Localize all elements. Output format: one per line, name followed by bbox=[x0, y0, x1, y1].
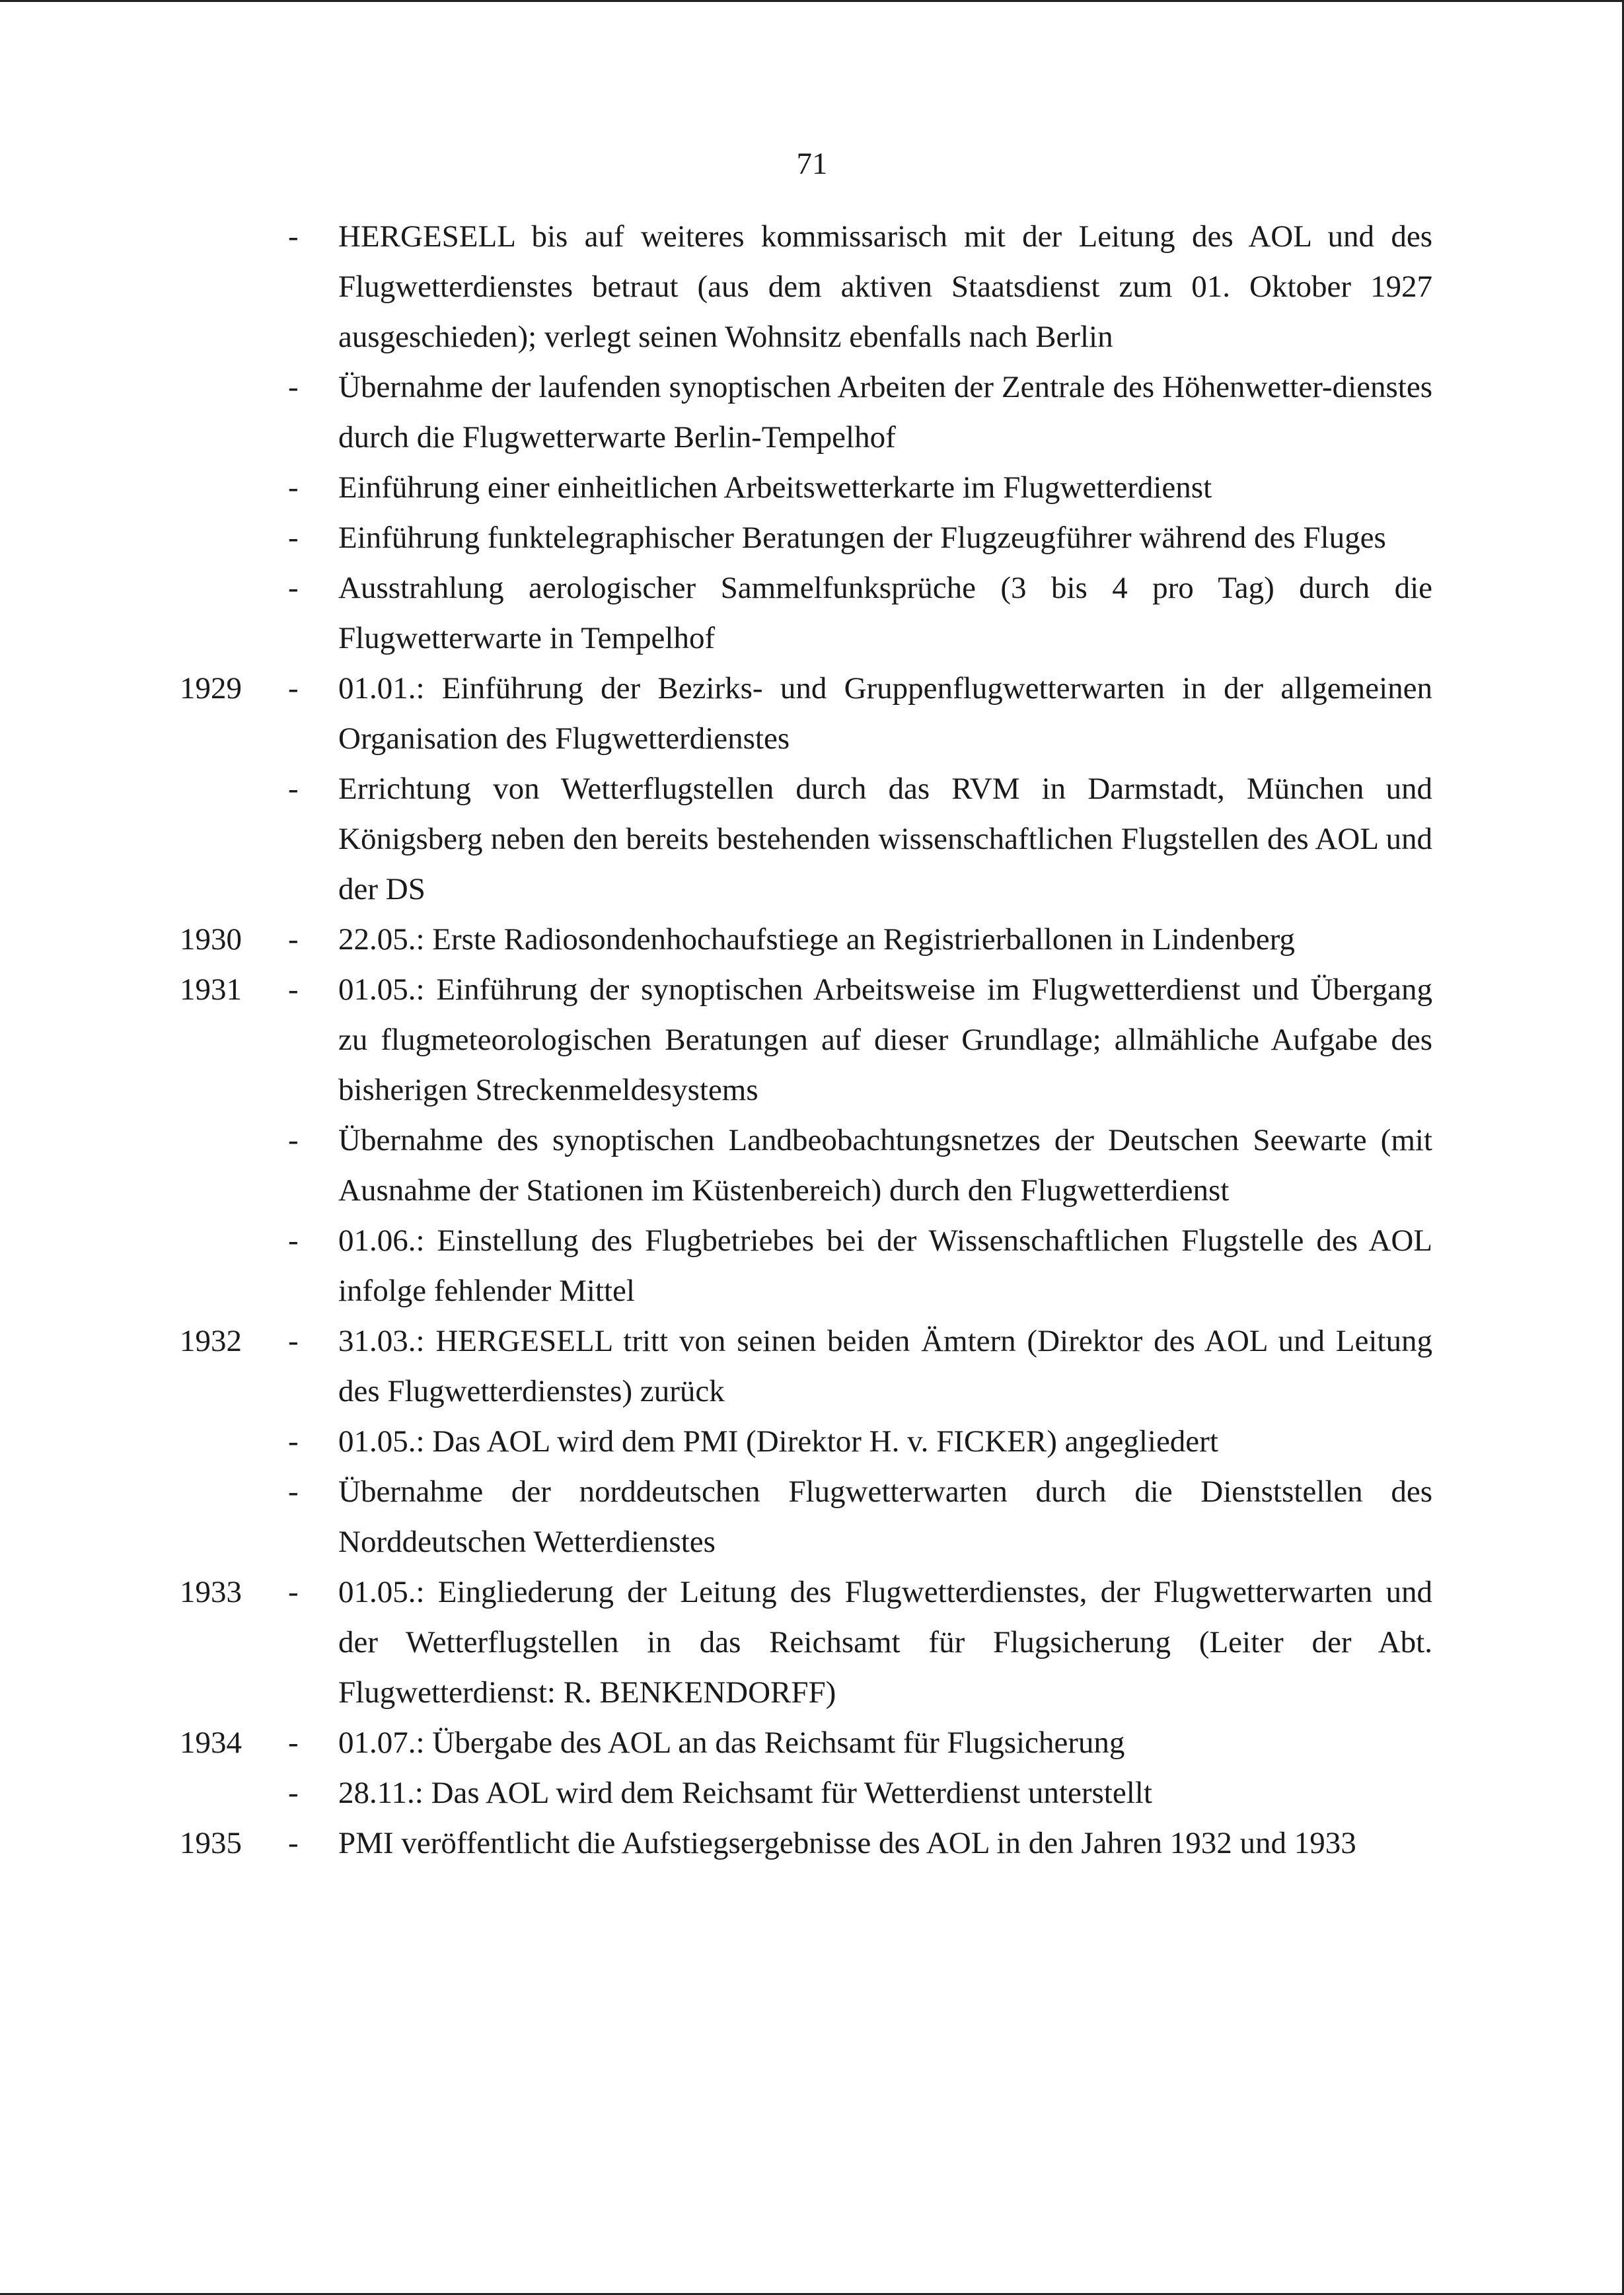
chronology-entry bbox=[0, 764, 1624, 914]
entry-text: 22.05.: Erste Radiosondenhochaufstiege an Registrierballonen in Lindenberg bbox=[338, 922, 1295, 957]
entry-dash: - bbox=[288, 1475, 299, 1509]
entry-dash: - bbox=[288, 972, 299, 1007]
entry-year: 1929 bbox=[180, 671, 242, 706]
chronology-entry bbox=[0, 1416, 1624, 1467]
chronology-entry bbox=[0, 1718, 1624, 1768]
chronology-entry bbox=[0, 965, 1624, 1115]
entry-dash: - bbox=[288, 571, 299, 605]
entry-dash: - bbox=[288, 922, 299, 957]
chronology-entry bbox=[0, 563, 1624, 663]
chronology-entry bbox=[0, 1115, 1624, 1216]
entry-text: 28.11.: Das AOL wird dem Reichsamt für Wetterdienst unterstellt bbox=[338, 1776, 1152, 1810]
entry-dash: - bbox=[288, 772, 299, 806]
entry-text: Übernahme der laufenden synoptischen Arbeiten der Zentrale des Höhenwetter-dienstes durch die Flugwetterwarte Berlin-Tempelhof bbox=[338, 370, 1432, 455]
entry-year: 1934 bbox=[180, 1726, 242, 1760]
chronology-entry bbox=[0, 1467, 1624, 1567]
chronology-entry bbox=[0, 1216, 1624, 1316]
entry-dash: - bbox=[288, 1324, 299, 1358]
entry-text: 01.07.: Übergabe des AOL an das Reichsamt für Flugsicherung bbox=[338, 1726, 1125, 1760]
entry-text: 01.05.: Eingliederung der Leitung des Flugwetterdienstes, der Flugwetterwarten und der Wetterflugstellen in das Reichsamt für Flugsicherung (Leiter der Abt. Flugwetterdienst: R. BENKENDORFF) bbox=[338, 1575, 1432, 1710]
entry-text: Ausstrahlung aerologischer Sammelfunksprüche (3 bis 4 pro Tag) durch die Flugwetterwarte in Tempelhof bbox=[338, 571, 1432, 655]
entry-year: 1931 bbox=[180, 972, 242, 1007]
entry-dash: - bbox=[288, 1424, 299, 1459]
entry-text: 01.06.: Einstellung des Flugbetriebes bei der Wissenschaftlichen Flugstelle des AOL infolge fehlender Mittel bbox=[338, 1223, 1432, 1308]
entry-dash: - bbox=[288, 1726, 299, 1760]
entry-year: 1935 bbox=[180, 1826, 242, 1860]
entry-text: 01.05.: Das AOL wird dem PMI (Direktor H. v. FICKER) angegliedert bbox=[338, 1424, 1218, 1459]
entry-dash: - bbox=[288, 671, 299, 706]
entry-dash: - bbox=[288, 1826, 299, 1860]
entry-text: 31.03.: HERGESELL tritt von seinen beiden Ämtern (Direktor des AOL und Leitung des Flugwetterdienstes) zurück bbox=[338, 1324, 1432, 1408]
entry-year: 1932 bbox=[180, 1324, 242, 1358]
entry-text: 01.05.: Einführung der synoptischen Arbeitsweise im Flugwetterdienst und Übergang zu flugmeteorologischen Beratungen auf dieser Grundlage; allmähliche Aufgabe des bisherigen Streckenmeldesystems bbox=[338, 972, 1432, 1107]
chronology-entry bbox=[0, 362, 1624, 462]
entry-text: Einführung einer einheitlichen Arbeitswetterkarte im Flugwetterdienst bbox=[338, 470, 1212, 505]
chronology-entry bbox=[0, 1768, 1624, 1818]
entry-dash: - bbox=[288, 1223, 299, 1258]
chronology-entry bbox=[0, 914, 1624, 965]
entry-text: PMI veröffentlicht die Aufstiegsergebnisse des AOL in den Jahren 1932 und 1933 bbox=[338, 1826, 1356, 1860]
page-number: 71 bbox=[796, 147, 828, 181]
chronology-list bbox=[0, 211, 1624, 1868]
entry-year: 1933 bbox=[180, 1575, 242, 1609]
entry-year: 1930 bbox=[180, 922, 242, 957]
entry-dash: - bbox=[288, 470, 299, 505]
entry-text: Übernahme der norddeutschen Flugwetterwarten durch die Dienststellen des Norddeutschen Wetterdienstes bbox=[338, 1475, 1432, 1559]
entry-dash: - bbox=[288, 1575, 299, 1609]
entry-text: Errichtung von Wetterflugstellen durch das RVM in Darmstadt, München und Königsberg neben den bereits bestehenden wissenschaftlichen Flugstellen des AOL und der DS bbox=[338, 772, 1432, 906]
page-border-top bbox=[0, 0, 1624, 2]
chronology-entry bbox=[0, 1567, 1624, 1718]
chronology-entry bbox=[0, 462, 1624, 513]
chronology-entry bbox=[0, 513, 1624, 563]
entry-dash: - bbox=[288, 521, 299, 555]
entry-dash: - bbox=[288, 219, 299, 254]
chronology-entry bbox=[0, 211, 1624, 362]
chronology-entry bbox=[0, 1818, 1624, 1868]
entry-text: Einführung funktelegraphischer Beratungen der Flugzeugführer während des Fluges bbox=[338, 521, 1386, 555]
entry-text: 01.01.: Einführung der Bezirks- und Gruppenflugwetterwarten in der allgemeinen Organisation des Flugwetterdienstes bbox=[338, 671, 1432, 756]
entry-text: HERGESELL bis auf weiteres kommissarisch mit der Leitung des AOL und des Flugwetterdienstes betraut (aus dem aktiven Staatsdienst zum 01. Oktober 1927 ausgeschieden); verlegt seinen Wohnsitz ebenfalls nach Berlin bbox=[338, 219, 1432, 354]
entry-dash: - bbox=[288, 370, 299, 404]
entry-dash: - bbox=[288, 1123, 299, 1157]
chronology-entry bbox=[0, 663, 1624, 764]
entry-dash: - bbox=[288, 1776, 299, 1810]
chronology-entry bbox=[0, 1316, 1624, 1416]
entry-text: Übernahme des synoptischen Landbeobachtungsnetzes der Deutschen Seewarte (mit Ausnahme der Stationen im Küstenbereich) durch den Flugwetterdienst bbox=[338, 1123, 1432, 1208]
